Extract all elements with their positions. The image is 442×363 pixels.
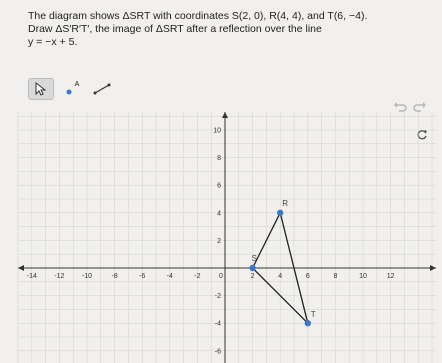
- x-axis-arrow-icon: [430, 265, 436, 271]
- x-axis-arrow-icon: [18, 265, 24, 271]
- y-tick-label: 4: [217, 210, 221, 218]
- prompt-line-2: Draw ΔS′R′T′, the image of ΔSRT after a reflection over the line: [28, 23, 322, 35]
- y-axis-arrow-icon: [222, 112, 228, 118]
- vertex-point-r[interactable]: [277, 210, 283, 216]
- y-tick-label: -6: [214, 348, 221, 356]
- y-tick-label: 8: [217, 155, 221, 163]
- x-tick-label: 8: [333, 273, 338, 280]
- y-tick-label: 2: [217, 237, 221, 245]
- x-tick-label: -12: [54, 273, 65, 280]
- y-tick-label: 10: [213, 127, 221, 135]
- x-tick-label: 0: [219, 273, 223, 280]
- x-tick-label: -4: [166, 273, 173, 280]
- axes: [18, 112, 436, 363]
- x-tick-label: -2: [194, 273, 201, 280]
- x-tick-label: 12: [386, 273, 395, 280]
- x-tick-labels: [27, 273, 395, 280]
- point-tool-label: A: [74, 80, 80, 88]
- vertex-label-t: T: [310, 310, 316, 320]
- y-tick-labels: [213, 128, 221, 356]
- y-tick-label: -4: [214, 320, 221, 328]
- vertex-label-r: R: [282, 198, 288, 208]
- x-tick-label: 6: [305, 273, 310, 280]
- x-tick-label: -14: [26, 273, 37, 280]
- vertex-point-s[interactable]: [249, 265, 255, 271]
- x-tick-label: -6: [139, 273, 146, 280]
- x-tick-label: 4: [278, 273, 283, 280]
- grid-lines: [18, 112, 436, 363]
- prompt-line-1: The diagram shows ΔSRT with coordinates S(2, 0), R(4, 4), and T(6, −4).: [28, 10, 368, 22]
- prompt-line-3: y = −x + 5.: [28, 36, 78, 48]
- x-tick-label: 2: [250, 273, 255, 280]
- x-tick-label: -8: [111, 273, 118, 280]
- x-tick-label: -10: [81, 273, 93, 280]
- y-tick-label: -2: [214, 293, 221, 301]
- y-tick-label: 6: [217, 182, 221, 190]
- vertex-label-s: S: [251, 254, 257, 263]
- vertex-point-t[interactable]: [305, 320, 311, 326]
- x-tick-label: 10: [359, 273, 367, 280]
- triangle-vertices: [249, 199, 315, 327]
